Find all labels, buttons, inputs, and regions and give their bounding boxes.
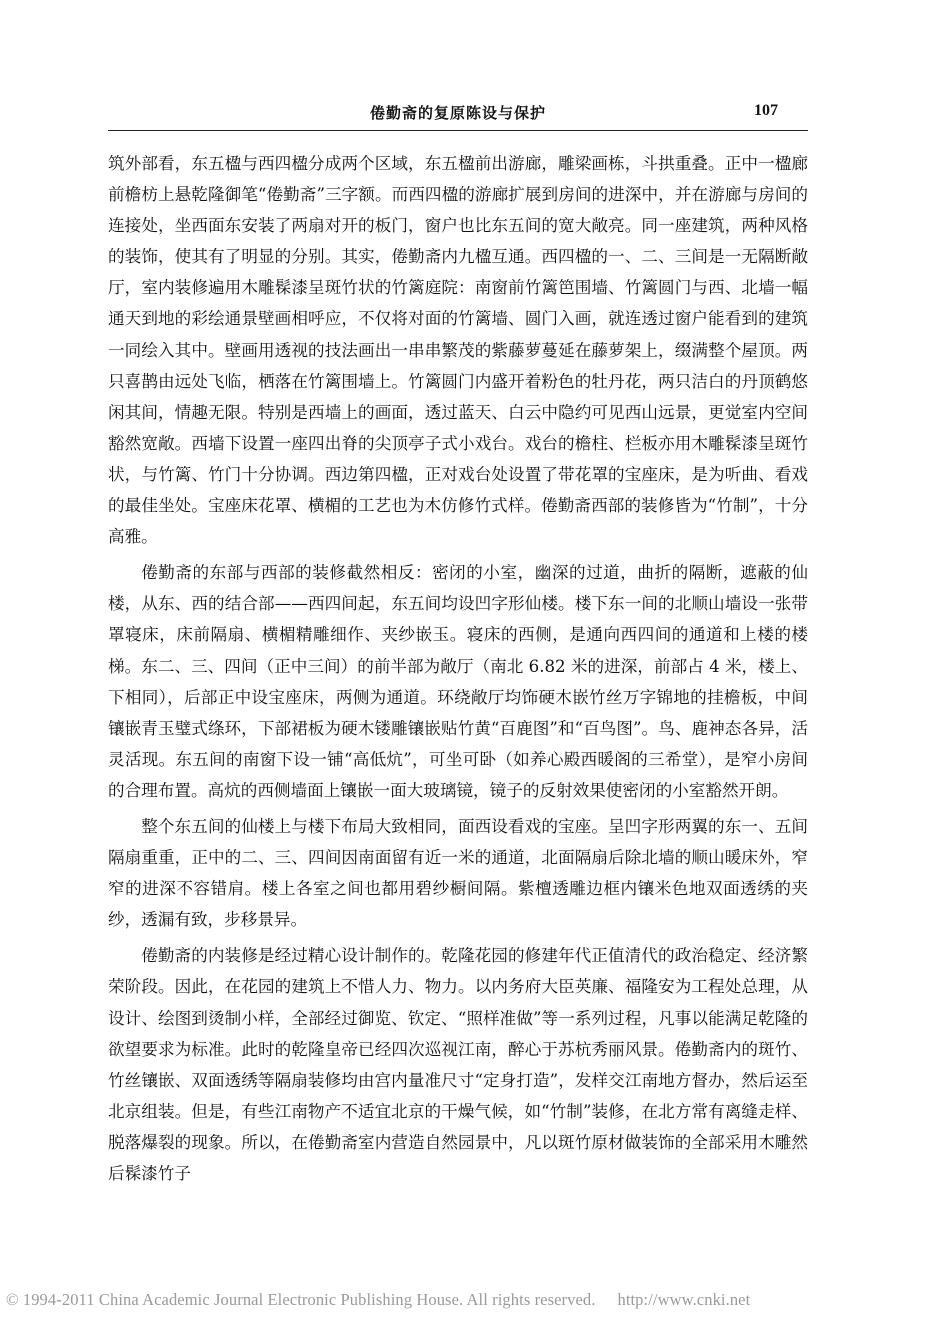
running-header [108, 96, 808, 131]
paragraph: 倦勤斋的内装修是经过精心设计制作的。乾隆花园的修建年代正值清代的政治稳定、经济繁荣阶段。因此，在花园的建筑上不惜人力、物力。以内务府大臣英廉、福隆安为工程处总理，从设计、绘图到烫制小样，全部经过御览、钦定、“照样准做”等一系列过程，凡事以能满足乾隆的欲望要求为标准。此时的乾隆皇帝已经四次巡视江南，醉心于苏杭秀丽风景。倦勤斋内的斑竹、竹丝镶嵌、双面透绣等隔扇装修均由宫内量准尺寸“定身打造”，发样交江南地方督办，然后运至北京组装。但是，有些江南物产不适宜北京的干燥气候，如“竹制”装修，在北方常有离缝走样、脱落爆裂的现象。所以，在倦勤斋室内营造自然园景中，凡以斑竹原材做装饰的全部采用木雕然后髹漆竹子 [108, 946, 808, 1183]
cnki-url[interactable]: http://www.cnki.net [617, 1290, 751, 1309]
article-body [108, 148, 808, 1189]
paragraph: 整个东五间的仙楼上与楼下布局大致相同，面西设看戏的宝座。呈凹字形两翼的东一、五间隔扇重重，正中的二、三、四间因南面留有近一米的通道，北面隔扇后除北墙的顺山暖床外，窄窄的进深不容错肩。楼上各室之间也都用碧纱橱间隔。紫檀透雕边框内镶米色地双面透绣的夹纱，透漏有致，步移景异。 [108, 816, 808, 930]
copyright-footer [6, 1290, 946, 1310]
copyright-notice: © 1994-2011 China Academic Journal Electronic Publishing House. All rights reserved. [6, 1290, 596, 1309]
running-title: 倦勤斋的复原陈设与保护 [369, 104, 546, 122]
paragraph-continued: 筑外部看，东五楹与西四楹分成两个区域，东五楹前出游廊，雕梁画栋，斗拱重叠。正中一楹廊前檐枋上悬乾隆御笔“倦勤斋”三字额。而西四楹的游廊扩展到房间的进深中，并在游廊与房间的连接处，坐西面东安装了两扇对开的板门，窗户也比东五间的宽大敞亮。同一座建筑，两种风格的装饰，使其有了明显的分别。其实，倦勤斋内九楹互通。西四楹的一、二、三间是一无隔断敞厅，室内装修遍用木雕髹漆呈斑竹状的竹篱庭院：南窗前竹篱笆围墙、竹篱圆门与西、北墙一幅通天到地的彩绘通景壁画相呼应，不仅将对面的竹篱墙、圆门入画，就连透过窗户能看到的建筑一同绘入其中。壁画用透视的技法画出一串串繁茂的紫藤萝蔓延在藤萝架上，缀满整个屋顶。两只喜鹊由远处飞临，栖落在竹篱围墙上。竹篱圆门内盛开着粉色的牡丹花，两只洁白的丹顶鹤悠闲其间，情趣无限。特别是西墙上的画面，透过蓝天、白云中隐约可见西山远景，更觉室内空间豁然宽敞。西墙下设置一座四出脊的尖顶亭子式小戏台。戏台的檐柱、栏板亦用木雕髹漆呈斑竹状，与竹篱、竹门十分协调。西边第四楹，正对戏台处设置了带花罩的宝座床，是为听曲、看戏的最佳坐处。宝座床花罩、横楣的工艺也为木仿修竹式样。倦勤斋西部的装修皆为“竹制”，十分高雅。 [108, 154, 808, 547]
paragraph: 倦勤斋的东部与西部的装修截然相反：密闭的小室，幽深的过道，曲折的隔断，遮蔽的仙楼，从东、西的结合部——西四间起，东五间均设凹字形仙楼。楼下东一间的北顺山墙设一张带罩寝床，床前隔扇、横楣精雕细作、夹纱嵌玉。寝床的西侧，是通向西四间的通道和上楼的楼梯。东二、三、四间（正中三间）的前半部为敞厅（南北 6.82 米的进深，前部占 4 米，楼上、下相同），后部正中设宝座床，两侧为通道。环绕敞厅均饰硬木嵌竹丝万字锦地的挂檐板，中间镶嵌青玉璧式绦环，下部裙板为硬木镂雕镶嵌贴竹黄“百鹿图”和“百鸟图”。鸟、鹿神态各异，活灵活现。东五间的南窗下设一铺“高低炕”，可坐可卧（如养心殿西暖阁的三希堂），是窄小房间的合理布置。高炕的西侧墙面上镶嵌一面大玻璃镜，镜子的反射效果使密闭的小室豁然开朗。 [108, 563, 808, 800]
page-number: 107 [754, 102, 778, 119]
